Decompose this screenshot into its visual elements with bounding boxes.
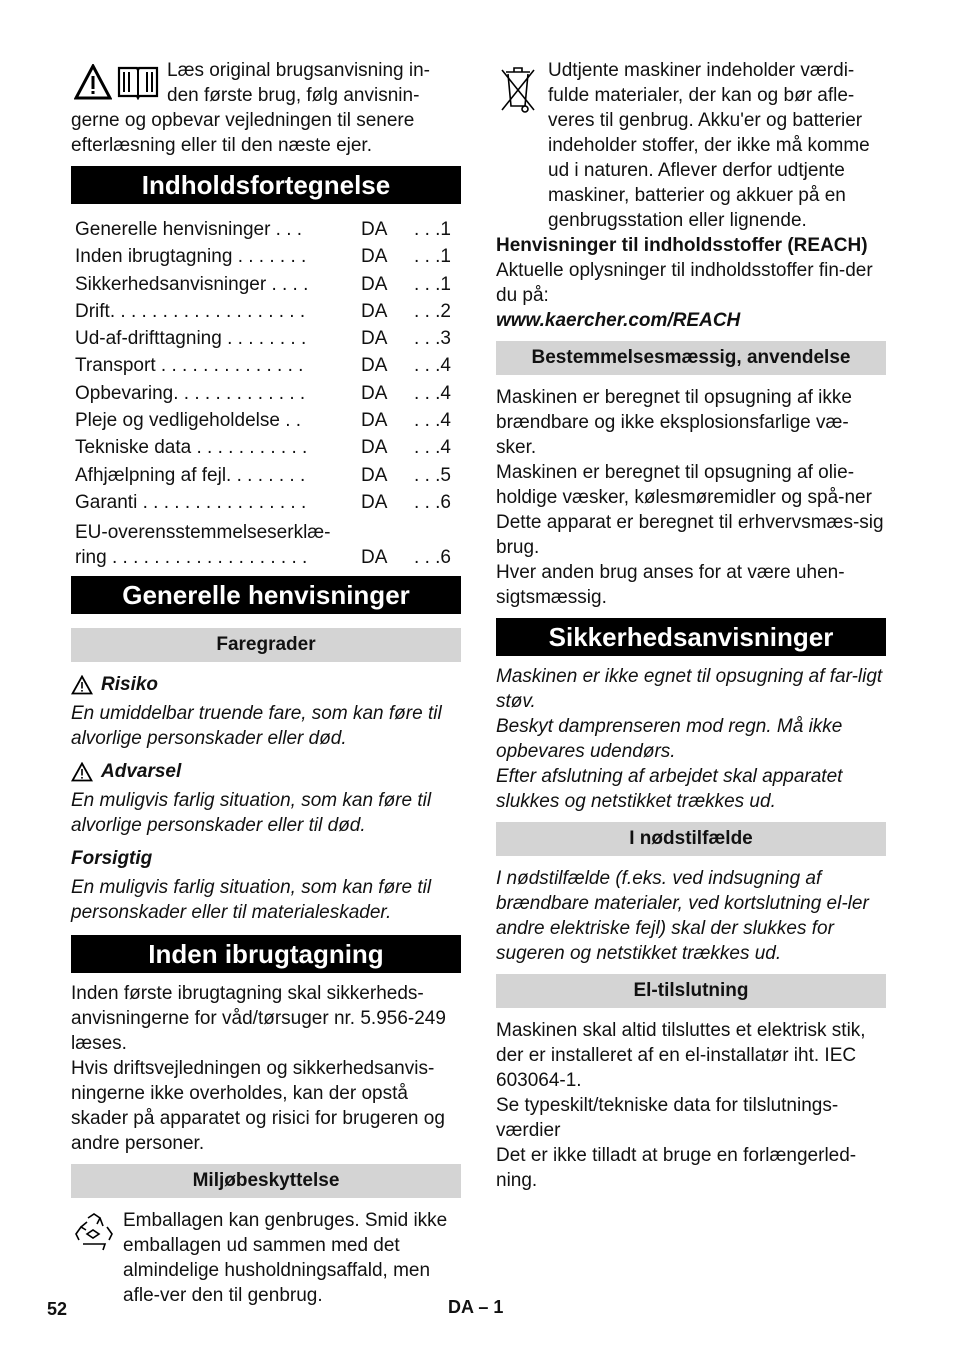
intro-text: Læs original brugsanvisning in- den første brug, følg anvisnin- — [167, 60, 430, 106]
sikkerhed-p2: Beskyt damprenseren mod regn. Må ikke opbevares udendørs. — [496, 716, 843, 762]
toc-row[interactable] — [71, 271, 461, 298]
toc-page: . . .1 — [414, 219, 451, 240]
toc-title: Sikkerhedsanvisninger . . . . — [75, 273, 309, 295]
toc-page: . . .6 — [414, 547, 451, 569]
el-p2: Se typeskilt/tekniske data for tilslutnings-værdier — [496, 1095, 839, 1141]
heading-inden: Inden ibrugtagning — [71, 935, 461, 973]
warning-line — [71, 759, 461, 784]
toc-lang: DA — [361, 246, 388, 268]
toc-title: Pleje og vedligeholdelse . . — [75, 410, 302, 432]
risk-line — [71, 672, 461, 697]
warning-triangle-icon — [71, 675, 93, 695]
toc-lang: DA — [361, 300, 388, 322]
heading-faregrader: Faregrader — [71, 628, 461, 662]
el-p1: Maskinen skal altid tilsluttes et elektrisk stik, der er installeret af en el-installatør iht. IEC 603064-1. — [496, 1020, 866, 1091]
toc-page: . . .1 — [414, 273, 451, 295]
risk-label: Risiko — [101, 674, 159, 696]
toc-page: . . .4 — [414, 382, 451, 404]
intro-text-continued: gerne og opbevar vejledningen til senere efterlæsning eller til den næste ejer. — [71, 110, 415, 156]
weee-text: Udtjente maskiner indeholder værdi-fulde materialer, der kan og bør afle-veres til genbrug. Akku'er og batterier indeholder stoffer, der ikke må komme ud i naturen. Aflever derfor udtjente maskiner, batterier og akkuer på en genbrugsstation eller lignende. — [548, 60, 870, 231]
toc-row-eu[interactable] — [71, 520, 461, 545]
toc-heading: Indholdsfortegnelse — [71, 166, 461, 204]
manual-book-icon — [116, 64, 160, 100]
inden-paragraph-2: Hvis driftsvejledningen og sikkerhedsanvis-ningerne ikke overholdes, kan der opstå skader på apparatet og risici for brugeren og andre personer. — [71, 1058, 445, 1155]
miljo-text: Emballagen kan genbruges. Smid ikke emballagen ud sammen med det almindelige husholdningsaffald, men afle-ver den til genbrug. — [123, 1210, 448, 1307]
toc-page: . . .3 — [414, 328, 451, 350]
toc-row[interactable] — [71, 325, 461, 352]
warning-triangle-icon — [74, 64, 112, 100]
toc-row-eu-cont — [71, 545, 461, 570]
warning-label: Advarsel — [101, 761, 182, 783]
toc-page: . . .6 — [414, 491, 451, 513]
left-column — [71, 58, 461, 1308]
toc-lang: DA — [361, 547, 388, 569]
toc-title: Drift. . . . . . . . . . . . . . . . . . . — [75, 300, 306, 322]
toc-lang: DA — [361, 464, 388, 486]
toc-title: Opbevaring. . . . . . . . . . . . . — [75, 382, 306, 404]
toc-title: Ud-af-drifttagning . . . . . . . . — [75, 328, 307, 350]
toc-page: . . .4 — [414, 437, 451, 459]
toc-lang: DA — [361, 491, 388, 513]
heading-general: Generelle henvisninger — [71, 576, 461, 614]
toc-title: ring . . . . . . . . . . . . . . . . . . . — [75, 547, 308, 569]
weee-block — [496, 58, 886, 233]
toc-lang: DA — [361, 273, 388, 295]
toc-row[interactable] — [71, 489, 461, 516]
toc-title: Inden ibrugtagning . . . . . . . — [75, 246, 307, 268]
toc-row[interactable] — [71, 407, 461, 434]
toc-page: . . .4 — [414, 355, 451, 377]
toc-title: Transport . . . . . . . . . . . . . . — [75, 355, 304, 377]
toc-row[interactable] — [71, 298, 461, 325]
caution-label: Forsigtig — [71, 848, 153, 870]
toc-lang: DA — [361, 382, 388, 404]
heading-sikkerhed: Sikkerhedsanvisninger — [496, 618, 886, 656]
right-column — [496, 58, 886, 1193]
toc-row[interactable] — [71, 216, 461, 243]
toc-title: Afhjælpning af fejl. . . . . . . . — [75, 464, 306, 486]
toc-row[interactable] — [71, 243, 461, 270]
heading-nodstilfaelde: I nødstilfælde — [496, 822, 886, 856]
risk-text: En umiddelbar truende fare, som kan føre til alvorlige personskader eller død. — [71, 703, 442, 750]
heading-el-tilslutning: El-tilslutning — [496, 974, 886, 1008]
bestemmelse-p2: Maskinen er beregnet til opsugning af olie-holdige væsker, kølesmøremidler og spå-ner — [496, 462, 872, 508]
intro-icons — [74, 64, 160, 105]
page-label: DA – 1 — [448, 1297, 504, 1317]
toc-page: . . .1 — [414, 246, 451, 268]
nodstilfaelde-text: I nødstilfælde (f.eks. ved indsugning af brændbare materialer, ved kortslutning el-ler andre elektriske fejl) skal der slukkes for sugeren og netstikket trækkes ud. — [496, 868, 869, 964]
toc-lang: DA — [361, 328, 388, 350]
table-of-contents — [71, 216, 461, 516]
miljo-block — [71, 1208, 461, 1308]
bestemmelse-p3: Dette apparat er beregnet til erhvervsmæs-sig brug. — [496, 512, 884, 558]
toc-row[interactable] — [71, 352, 461, 379]
toc-lang: DA — [361, 410, 388, 432]
heading-miljo: Miljøbeskyttelse — [71, 1164, 461, 1198]
bestemmelse-p4: Hver anden brug anses for at være uhen-sigtsmæssig. — [496, 562, 845, 608]
toc-title: Tekniske data . . . . . . . . . . . — [75, 437, 308, 459]
bestemmelse-p1: Maskinen er beregnet til opsugning af ikke brændbare og ikke eksplosionsfarlige væ-sker. — [496, 387, 852, 458]
toc-page: . . .5 — [414, 464, 451, 486]
warning-text: En muligvis farlig situation, som kan føre til alvorlige personskader eller til død. — [71, 790, 432, 837]
toc-page: . . .2 — [414, 300, 451, 322]
toc-lang: DA — [361, 437, 388, 459]
reach-heading: Henvisninger til indholdsstoffer (REACH) — [496, 235, 868, 256]
intro-block — [71, 58, 461, 108]
toc-page: . . .4 — [414, 410, 451, 432]
toc-title: Garanti . . . . . . . . . . . . . . . . — [75, 491, 307, 513]
toc-row[interactable] — [71, 380, 461, 407]
el-p3: Det er ikke tilladt at bruge en forlængerled-ning. — [496, 1145, 857, 1191]
inden-paragraph-1: Inden første ibrugtagning skal sikkerheds-anvisningerne for våd/tørsuger nr. 5.956-249 læses. — [71, 983, 446, 1055]
toc-title: Generelle henvisninger . . . — [75, 219, 303, 240]
toc-row[interactable] — [71, 434, 461, 461]
recycle-icon — [73, 1212, 115, 1252]
toc-row[interactable] — [71, 462, 461, 489]
toc-lang: DA — [361, 219, 388, 240]
toc-title: EU-overensstemmelseserklæ- — [75, 522, 331, 544]
toc-lang: DA — [361, 355, 388, 377]
page-number: 52 — [47, 1299, 68, 1319]
sikkerhed-p3: Efter afslutning af arbejdet skal apparatet slukkes og netstikket trækkes ud. — [496, 766, 843, 812]
crossed-bin-icon — [498, 62, 538, 114]
sikkerhed-p1: Maskinen er ikke egnet til opsugning af far-ligt støv. — [496, 666, 883, 712]
warning-triangle-icon — [71, 762, 93, 782]
reach-text: Aktuelle oplysninger til indholdsstoffer fin-der du på: — [496, 260, 873, 306]
reach-link[interactable]: www.kaercher.com/REACH — [496, 310, 741, 331]
caution-text: En muligvis farlig situation, som kan føre til personskader eller til materialeskader. — [71, 877, 432, 924]
heading-bestemmelse: Bestemmelsesmæssig, anvendelse — [496, 341, 886, 375]
